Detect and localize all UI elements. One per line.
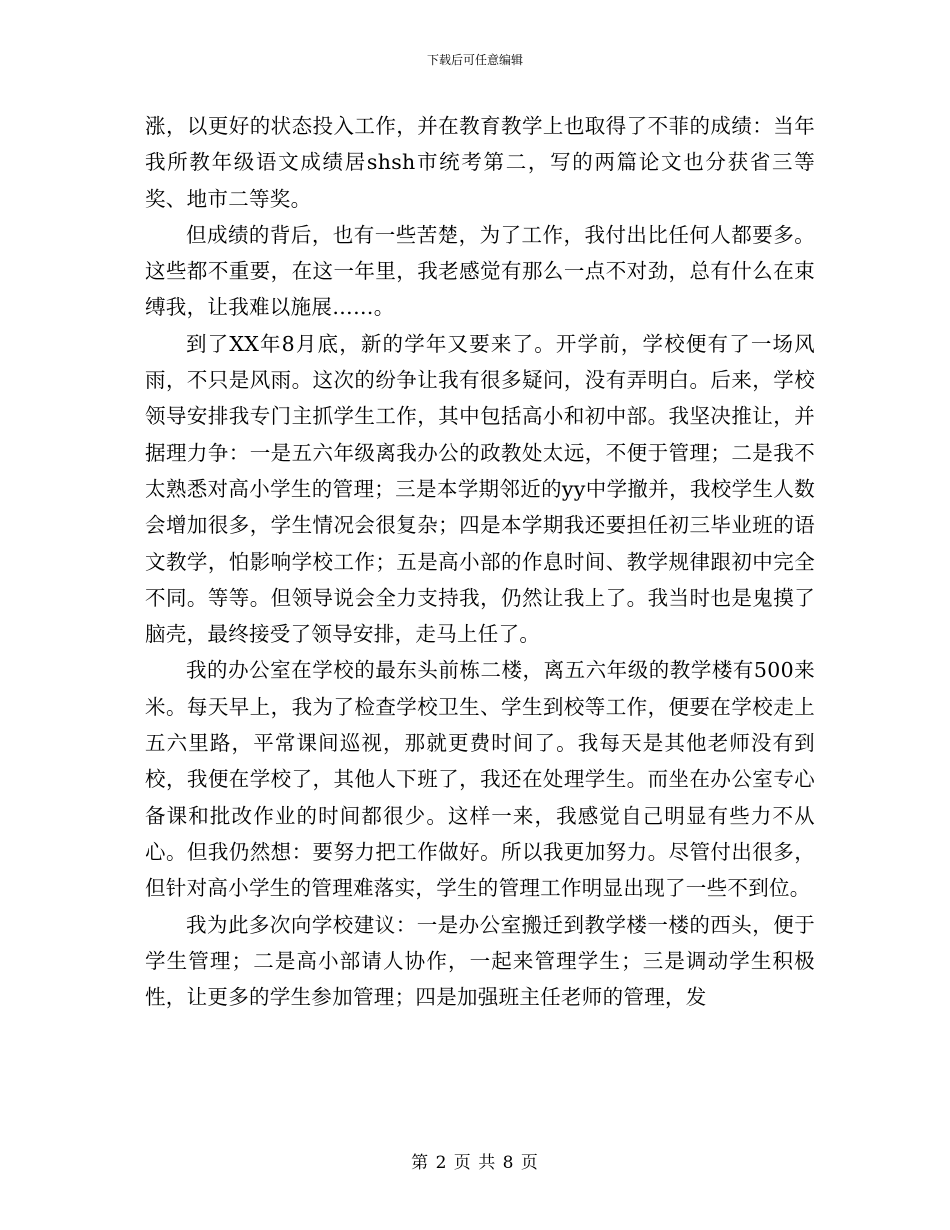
page-number-footer: 第 2 页 共 8 页 (411, 1153, 539, 1173)
paragraph-2: 但成绩的背后，也有一些苦楚，为了工作，我付出比任何人都要多。这些都不重要，在这一年里，我老感觉有那么一点不对劲，总有什么在束缚我，让我难以施展……。 (145, 222, 815, 320)
paragraph-3: 到了XX年8月底，新的学年又要来了。开学前，学校便有了一场风雨，不只是风雨。这次的纷争让我有很多疑问，没有弄明白。后来，学校领导安排我专门主抓学生工作，其中包括高小和初中部。我坚决推让，并据理力争：一是五六年级离我办公的政教处太远，不便于管理；二是我不太熟悉对高小学生的管理；三是本学期邻近的yy中学撤并，我校学生人数会增加很多，学生情况会很复杂；四是本学期我还要担任初三毕业班的语文教学，怕影响学校工作；五是高小部的作息时间、教学规律跟初中完全不同。等等。但领导说会全力支持我，仍然让我上了。我当时也是鬼摸了脑壳，最终接受了领导安排，走马上任了。 (145, 331, 815, 647)
document-body (145, 108, 815, 1015)
paragraph-5: 我为此多次向学校建议：一是办公室搬迁到教学楼一楼的西头，便于学生管理；二是高小部请人协作，一起来管理学生；三是调动学生积极性，让更多的学生参加管理；四是加强班主任老师的管理，发 (145, 912, 815, 1010)
paragraph-4: 我的办公室在学校的最东头前栋二楼，离五六年级的教学楼有500来米。每天早上，我为了检查学校卫生、学生到校等工作，便要在学校走上五六里路，平常课间巡视，那就更费时间了。我每天是其他老师没有到校，我便在学校了，其他人下班了，我还在处理学生。而坐在办公室专心备课和批改作业的时间都很少。这样一来，我感觉自己明显有些力不从心。但我仍然想：要努力把工作做好。所以我更加努力。尽管付出很多，但针对高小学生的管理难落实，学生的管理工作明显出现了一些不到位。 (145, 658, 815, 901)
paragraph-1: 涨，以更好的状态投入工作，并在教育教学上也取得了不菲的成绩：当年我所教年级语文成绩居shsh市统考第二，写的两篇论文也分获省三等奖、地市二等奖。 (145, 114, 815, 211)
header-note: 下载后可任意编辑 (426, 53, 523, 67)
